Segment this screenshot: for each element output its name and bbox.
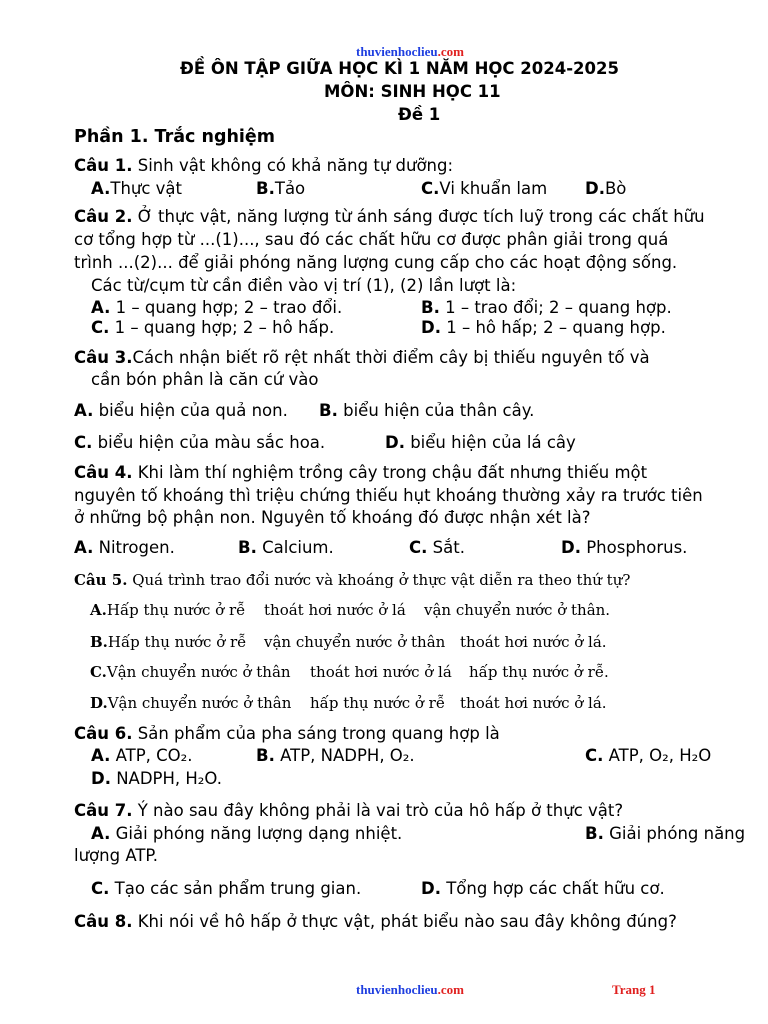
- footer-watermark: thuvienhoclieu.com: [356, 982, 464, 997]
- q5-option-d-key: D.Vận chuyển nước ở thân: [90, 694, 292, 712]
- question-3: Câu 3.Cách nhận biết rõ rệt nhất thời điểm cây bị thiếu nguyên tố và: [74, 348, 650, 367]
- question-2-line: cơ tổng hợp từ ...(1)..., sau đó các chất hữu cơ được phân giải trong quá: [74, 230, 669, 249]
- question-3-line: cần bón phân là căn cứ vào: [91, 370, 319, 389]
- q5-option-b-step2: vận chuyển nước ở thân: [264, 633, 446, 651]
- q5-option-c-step3: hấp thụ nước ở rễ.: [469, 663, 609, 681]
- question-7: Câu 7. Ý nào sau đây không phải là vai trò của hô hấp ở thực vật?: [74, 801, 624, 820]
- q6-option-b: B. ATP, NADPH, O₂.: [256, 746, 415, 765]
- q2-option-d: D. 1 – hô hấp; 2 – quang hợp.: [421, 318, 666, 337]
- q1-option-b: B.Tảo: [256, 179, 306, 198]
- q5-option-c-key: C.Vận chuyển nước ở thân: [90, 663, 291, 681]
- site-watermark: [356, 44, 464, 60]
- question-6: Câu 6. Sản phẩm của pha sáng trong quang hợp là: [74, 724, 500, 743]
- site-domain: .com: [437, 44, 464, 59]
- question-2-line: trình ...(2)... để giải phóng năng lượng cung cấp cho các hoạt động sống.: [74, 253, 678, 272]
- q5-option-a-key: A.Hấp thụ nước ở rễ: [90, 601, 246, 619]
- q7-option-b-continued: lượng ATP.: [74, 846, 159, 865]
- q5-option-a-step2: thoát hơi nước ở lá: [264, 601, 406, 619]
- exam-title: ĐỀ ÔN TẬP GIỮA HỌC KÌ 1 NĂM HỌC 2024-2025: [180, 59, 619, 78]
- subject-title: MÔN: SINH HỌC 11: [324, 82, 501, 101]
- question-text: Sinh vật không có khả năng tự dưỡng:: [132, 156, 454, 175]
- q5-option-a-step3: vận chuyển nước ở thân.: [424, 601, 611, 619]
- section-title: Phần 1. Trắc nghiệm: [74, 127, 276, 147]
- q3-option-c: C. biểu hiện của màu sắc hoa.: [74, 433, 326, 452]
- question-4: Câu 4. Khi làm thí nghiệm trồng cây trong chậu đất nhưng thiếu một: [74, 463, 648, 482]
- q5-option-c-step2: thoát hơi nước ở lá: [310, 663, 452, 681]
- q5-option-d-step3: thoát hơi nước ở lá.: [460, 694, 607, 712]
- question-2: Câu 2. Ở thực vật, năng lượng từ ánh sáng được tích luỹ trong các chất hữu: [74, 207, 705, 226]
- question-label: Câu 1.: [74, 156, 133, 175]
- site-name: thuvienhoclieu: [356, 44, 438, 59]
- q7-option-b: B. Giải phóng năng: [585, 824, 746, 843]
- q2-option-a: A. 1 – quang hợp; 2 – trao đổi.: [91, 298, 343, 317]
- q5-option-d-step2: hấp thụ nước ở rễ: [310, 694, 446, 712]
- q7-option-d: D. Tổng hợp các chất hữu cơ.: [421, 879, 665, 898]
- q7-option-c: C. Tạo các sản phẩm trung gian.: [91, 879, 362, 898]
- q6-option-a: A. ATP, CO₂.: [91, 746, 193, 765]
- q5-option-b-step3: thoát hơi nước ở lá.: [460, 633, 607, 651]
- question-5: Câu 5. Quá trình trao đổi nước và khoáng ở thực vật diễn ra theo thứ tự?: [74, 571, 631, 589]
- q2-option-b: B. 1 – trao đổi; 2 – quang hợp.: [421, 298, 672, 317]
- question-2-line: Các từ/cụm từ cần điền vào vị trí (1), (2) lần lượt là:: [91, 276, 517, 295]
- question-8: Câu 8. Khi nói về hô hấp ở thực vật, phát biểu nào sau đây không đúng?: [74, 912, 677, 931]
- q3-option-b: B. biểu hiện của thân cây.: [319, 401, 535, 420]
- question-4-line: nguyên tố khoáng thì triệu chứng thiếu hụt khoáng thường xảy ra trước tiên: [74, 486, 703, 505]
- q4-option-a: A. Nitrogen.: [74, 538, 175, 557]
- q6-option-c: C. ATP, O₂, H₂O: [585, 746, 712, 765]
- q3-option-a: A. biểu hiện của quả non.: [74, 401, 288, 420]
- q7-option-a: A. Giải phóng năng lượng dạng nhiệt.: [91, 824, 403, 843]
- question-4-line: ở những bộ phận non. Nguyên tố khoáng đó được nhận xét là?: [74, 508, 591, 527]
- q1-option-a: A.Thực vật: [91, 179, 183, 198]
- exam-number: Đề 1: [398, 105, 441, 124]
- q1-option-c: C.Vi khuẩn lam: [421, 179, 548, 198]
- q4-option-d: D. Phosphorus.: [561, 538, 688, 557]
- page-number: Trang 1: [612, 982, 656, 997]
- q5-option-b-key: B.Hấp thụ nước ở rễ: [90, 633, 247, 651]
- question-1: [74, 156, 453, 175]
- q6-option-d: D. NADPH, H₂O.: [91, 769, 222, 788]
- q2-option-c: C. 1 – quang hợp; 2 – hô hấp.: [91, 318, 335, 337]
- q3-option-d: D. biểu hiện của lá cây: [385, 433, 576, 452]
- q4-option-b: B. Calcium.: [238, 538, 334, 557]
- q1-option-d: D.Bò: [585, 179, 627, 198]
- q4-option-c: C. Sắt.: [409, 538, 465, 557]
